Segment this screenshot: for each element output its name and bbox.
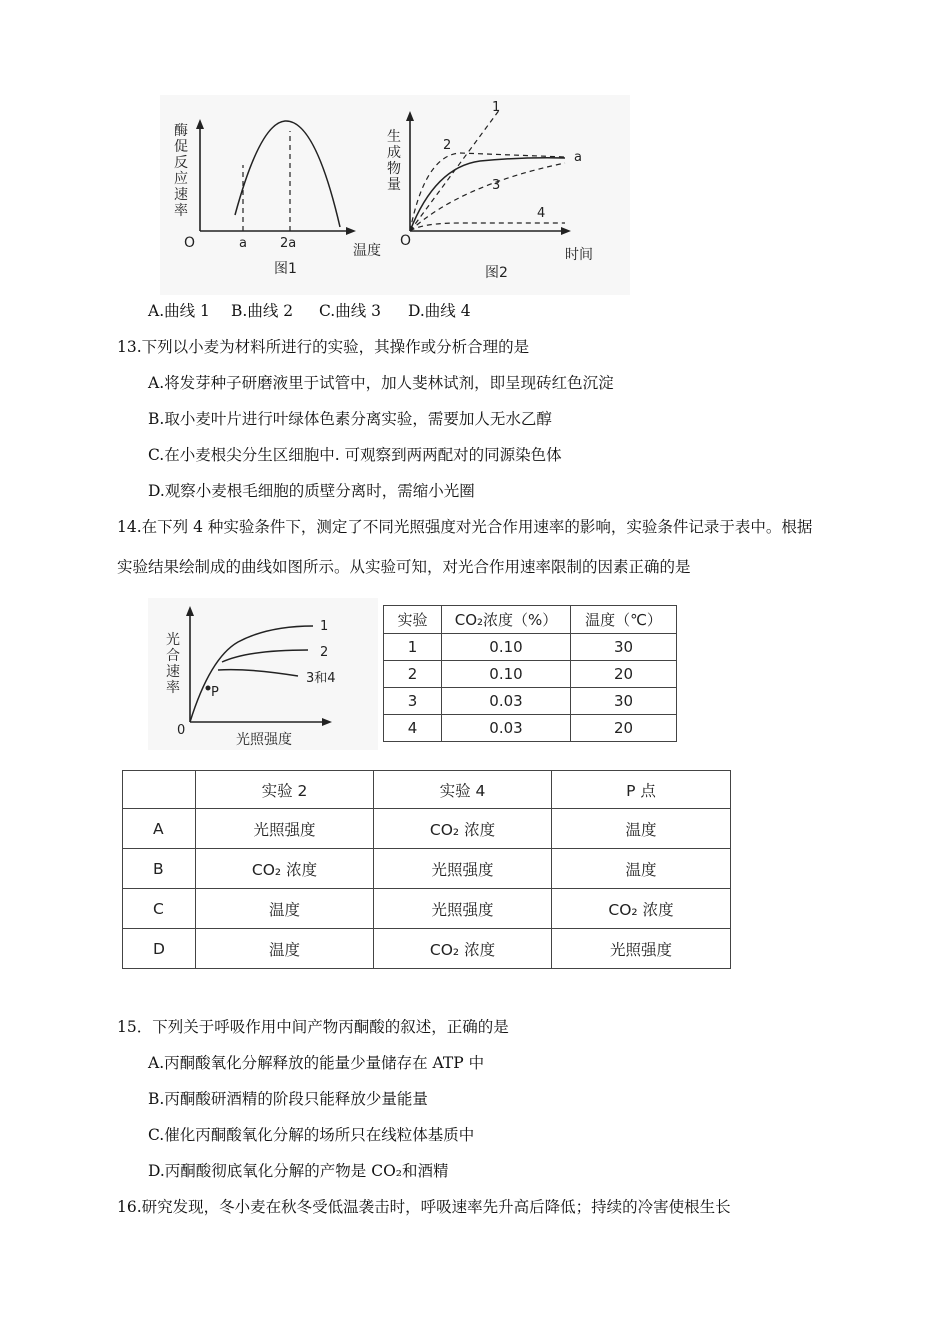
table-row: [384, 634, 677, 661]
graph-ylabel-1: 光: [166, 632, 180, 648]
table-cell: A: [123, 809, 196, 849]
table-cell: B: [123, 849, 196, 889]
table-cell: 0.10: [442, 661, 571, 688]
fig2-xlabel: 时间: [565, 247, 593, 263]
q14-stem-line2: 实验结果绘制成的曲线如图所示。从实验可知，对光合作用速率限制的因素正确的是: [117, 558, 691, 576]
graph-label-1: 1: [320, 619, 329, 634]
graph-label-p: P: [211, 685, 219, 700]
fig2-caption: 图2: [485, 265, 508, 281]
graph-point-p: [206, 686, 211, 691]
q12-option-b: B.曲线 2: [231, 302, 294, 320]
table-cell: 温度: [552, 849, 731, 889]
table-cell: C: [123, 889, 196, 929]
table-row: [123, 849, 731, 889]
q15-option-d: D.丙酮酸彻底氧化分解的产物是 CO₂和酒精: [148, 1162, 449, 1180]
q13-option-c: C.在小麦根尖分生区细胞中. 可观察到两两配对的同源染色体: [148, 446, 562, 464]
fig1-ylabel-5: 速: [174, 187, 188, 203]
q13-option-d: D.观察小麦根毛细胞的质壁分离时，需缩小光圈: [148, 482, 475, 500]
fig1-xtick-a: a: [239, 236, 247, 251]
fig1-ylabel-4: 应: [174, 171, 188, 187]
table-cell: 1: [384, 634, 442, 661]
table-cell: 温度: [196, 929, 374, 969]
table-cell: 光照强度: [374, 849, 552, 889]
table-cell: 20: [571, 715, 677, 742]
table-cell: CO₂ 浓度: [552, 889, 731, 929]
graph-label-3and4: 3和4: [306, 671, 336, 686]
q14-stem-line1: 14.在下列 4 种实验条件下，测定了不同光照强度对光合作用速率的影响，实验条件记录于表中。根据: [117, 518, 813, 536]
table-cell: 温度: [552, 809, 731, 849]
table-cell: 0.10: [442, 634, 571, 661]
fig1-ylabel-6: 率: [174, 203, 188, 219]
q12-option-c: C.曲线 3: [319, 302, 382, 320]
table-header: 实验: [384, 606, 442, 634]
table-row: [384, 688, 677, 715]
q15-option-b: B.丙酮酸研酒精的阶段只能释放少量能量: [148, 1090, 428, 1108]
fig2-ylabel-2: 成: [387, 145, 401, 161]
table-cell: CO₂ 浓度: [196, 849, 374, 889]
table-cell: CO₂ 浓度: [374, 929, 552, 969]
q13-option-a: A.将发芽种子研磨液里于试管中，加人斐林试剂，即呈现砖红色沉淀: [148, 374, 614, 392]
table-header: P 点: [552, 771, 731, 809]
table-cell: CO₂ 浓度: [374, 809, 552, 849]
graph-ylabel-3: 速: [166, 664, 180, 680]
table-cell: 4: [384, 715, 442, 742]
q13-option-b: B.取小麦叶片进行叶绿体色素分离实验，需要加人无水乙醇: [148, 410, 552, 428]
fig1-caption: 图1: [274, 261, 297, 277]
q13-stem: 13.下列以小麦为材料所进行的实验，其操作或分析合理的是: [117, 338, 530, 356]
graph-label-2: 2: [320, 645, 329, 660]
fig2-ylabel-3: 物: [387, 161, 401, 177]
table-header: 实验 2: [196, 771, 374, 809]
q12-option-d: D.曲线 4: [408, 302, 471, 320]
graph-xlabel: 光照强度: [236, 732, 292, 748]
table-row: [123, 771, 731, 809]
table-row: [384, 661, 677, 688]
table-row: [123, 929, 731, 969]
table-row: [123, 809, 731, 849]
table-cell: 温度: [196, 889, 374, 929]
q15-option-c: C.催化丙酮酸氧化分解的场所只在线粒体基质中: [148, 1126, 475, 1144]
table-row: [384, 715, 677, 742]
condition-table: [383, 605, 677, 742]
table-header: [123, 771, 196, 809]
fig1-ylabel-1: 酶: [174, 123, 188, 139]
table-cell: 30: [571, 634, 677, 661]
graph-origin: 0: [177, 723, 186, 738]
table-cell: 30: [571, 688, 677, 715]
graph-ylabel-2: 合: [166, 648, 180, 664]
fig2-label-1: 1: [492, 100, 501, 115]
photosynthesis-graph: [148, 598, 378, 750]
table-cell: 20: [571, 661, 677, 688]
table-cell: 0.03: [442, 688, 571, 715]
fig1-xtick-2a: 2a: [280, 236, 297, 251]
table-header: 实验 4: [374, 771, 552, 809]
table-cell: D: [123, 929, 196, 969]
fig2-label-2: 2: [443, 138, 452, 153]
fig1-origin: O: [184, 235, 196, 251]
table-row: [384, 606, 677, 634]
fig1-ylabel-3: 反: [174, 155, 188, 171]
table-cell: 光照强度: [552, 929, 731, 969]
table-cell: 光照强度: [374, 889, 552, 929]
fig1-ylabel-2: 促: [174, 139, 188, 155]
fig2-label-a: a: [574, 150, 582, 165]
fig2-ylabel-4: 量: [387, 177, 401, 193]
fig2-ylabel-1: 生: [387, 129, 401, 145]
graph-ylabel-4: 率: [166, 680, 180, 696]
fig2-origin: O: [400, 233, 412, 249]
table-row: [123, 889, 731, 929]
q15-option-a: A.丙酮酸氧化分解释放的能量少量储存在 ATP 中: [148, 1054, 485, 1072]
answer-table: [122, 770, 731, 969]
q15-stem: 15．下列关于呼吸作用中间产物丙酮酸的叙述，正确的是: [117, 1018, 509, 1036]
table-cell: 光照强度: [196, 809, 374, 849]
table-header: 温度（℃）: [571, 606, 677, 634]
table-cell: 3: [384, 688, 442, 715]
fig1-xlabel: 温度: [353, 243, 381, 259]
q12-option-a: A.曲线 1: [148, 302, 210, 320]
table-header: CO₂浓度（%）: [442, 606, 571, 634]
enzyme-figures: [160, 95, 630, 295]
fig2-label-3: 3: [492, 178, 501, 193]
table-cell: 0.03: [442, 715, 571, 742]
table-cell: 2: [384, 661, 442, 688]
fig2-label-4: 4: [537, 206, 546, 221]
q16-stem: 16.研究发现，冬小麦在秋冬受低温袭击时，呼吸速率先升高后降低；持续的冷害使根生长: [117, 1198, 731, 1216]
